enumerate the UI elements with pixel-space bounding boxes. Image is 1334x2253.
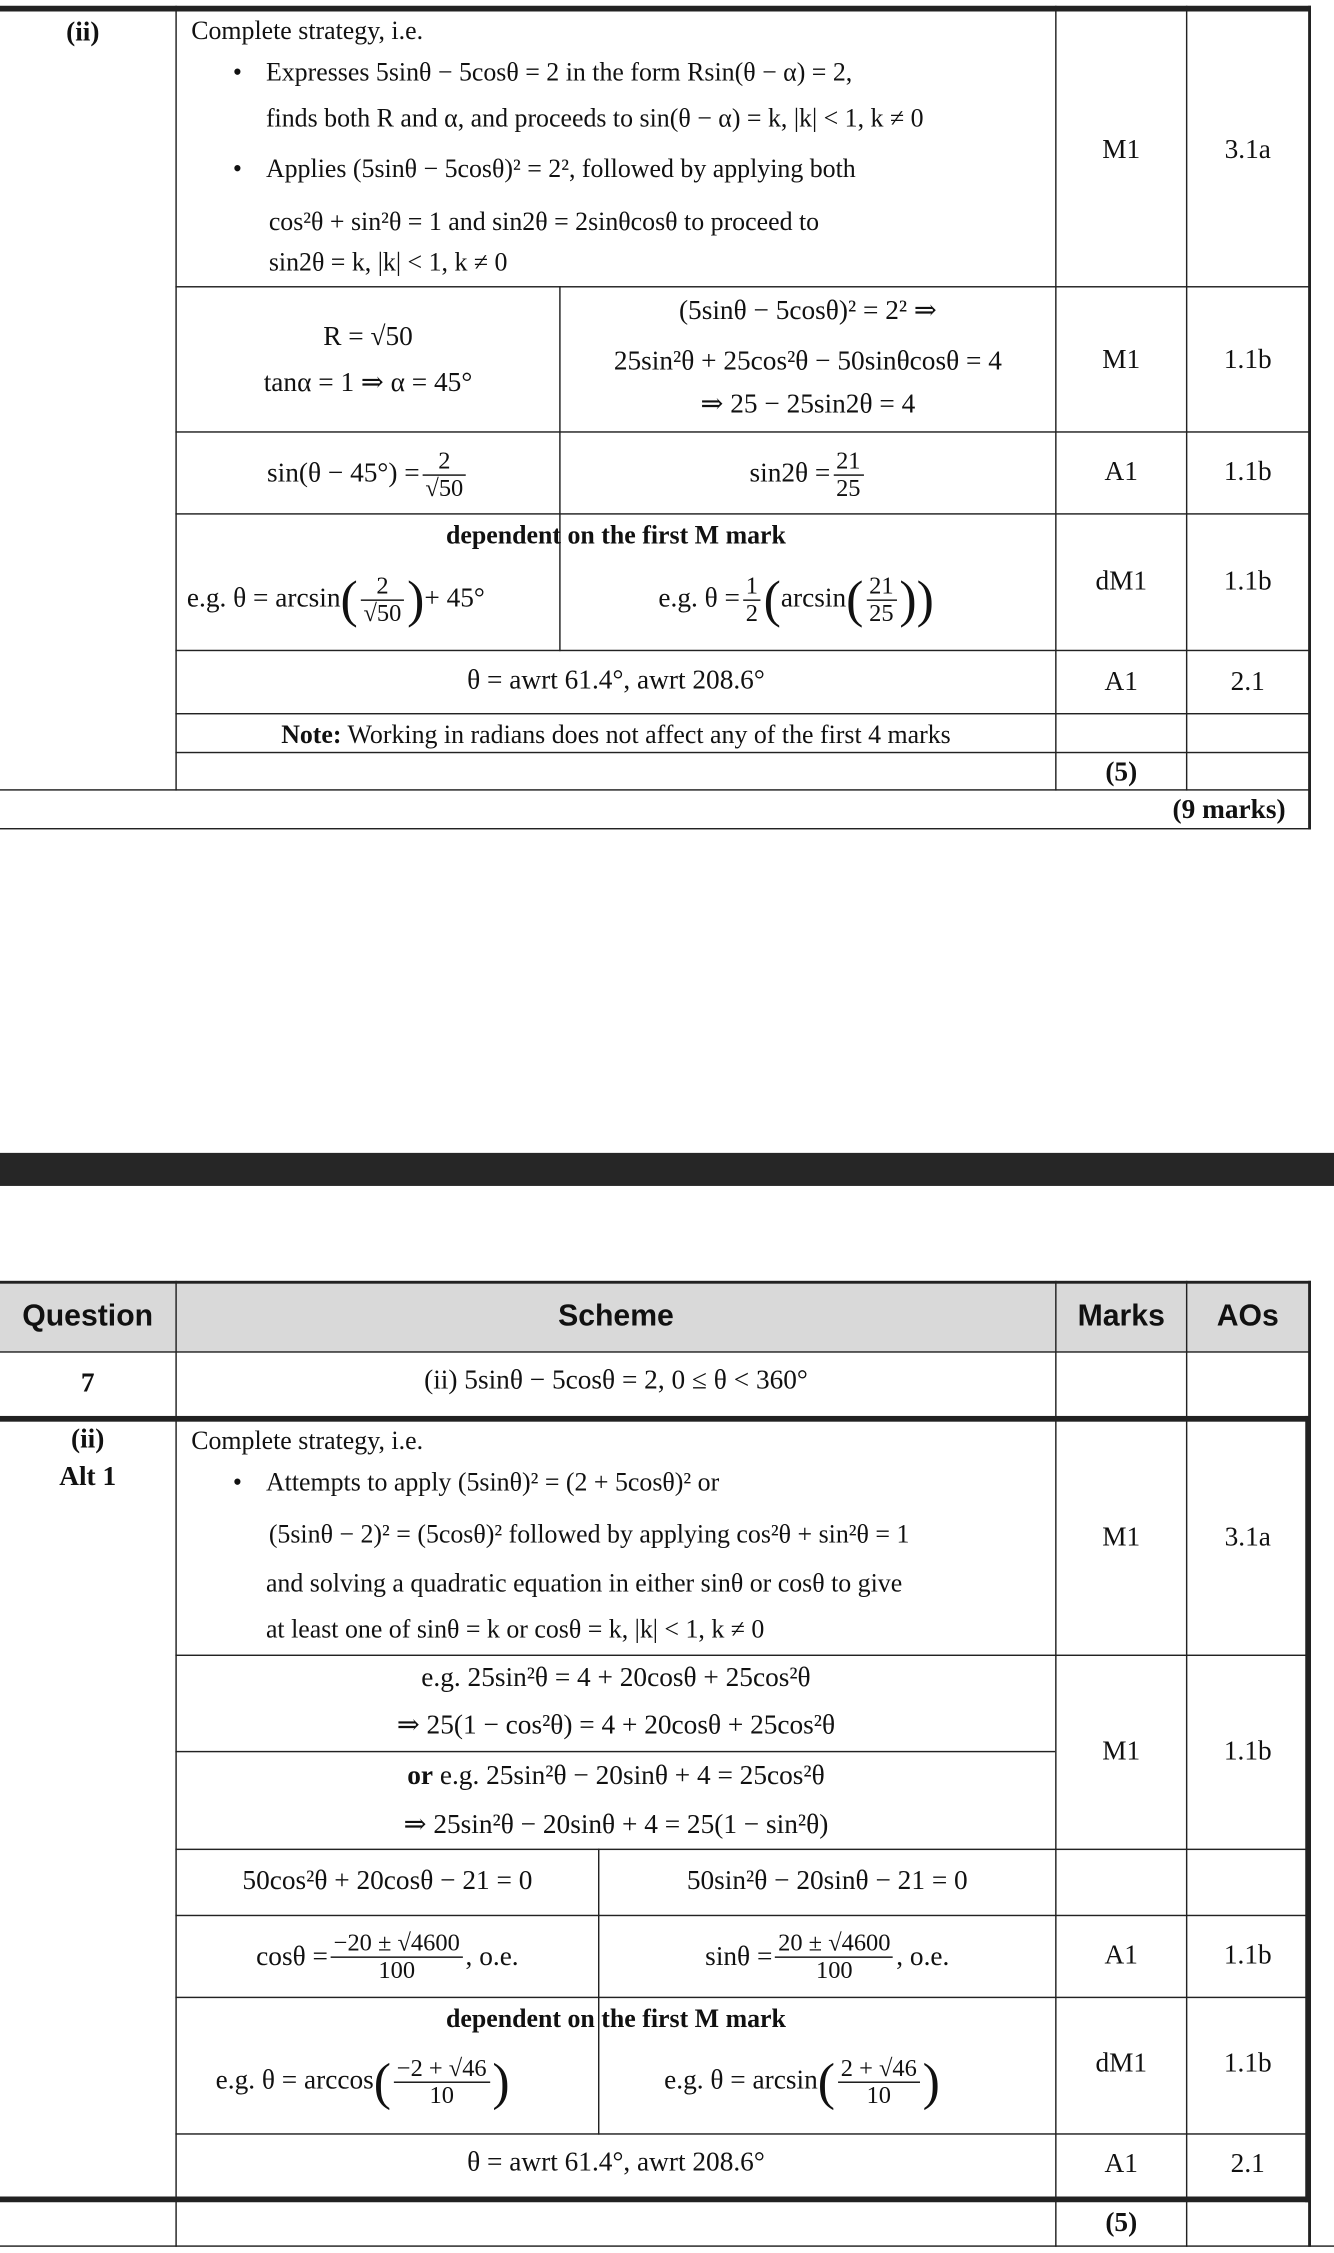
- working-step: e.g. 25sin²θ = 4 + 20cosθ + 25cos²θ: [421, 1663, 811, 1694]
- col-divider: [1308, 6, 1310, 830]
- working-step: ⇒ 25 − 25sin2θ = 4: [700, 389, 916, 420]
- fraction: [423, 448, 467, 501]
- note-text: Working in radians does not affect any of the first 4 marks: [347, 720, 951, 749]
- expression-prefix: e.g. θ =: [658, 583, 740, 614]
- denominator: 10: [429, 2080, 454, 2109]
- right-paren: )): [899, 570, 934, 629]
- ao-code: 1.1b: [1223, 1940, 1272, 1971]
- denominator: 2: [745, 598, 758, 627]
- fraction: [394, 2055, 490, 2108]
- row-divider: [175, 713, 1311, 715]
- table2-bottom-border: [0, 2245, 1334, 2247]
- working-step: [658, 555, 1055, 644]
- mark-code: dM1: [1095, 2048, 1148, 2079]
- right-paren: ): [492, 2052, 510, 2111]
- numerator: 21: [833, 448, 863, 475]
- numerator: 2: [423, 448, 467, 475]
- fraction: [833, 448, 863, 501]
- strategy-title: Complete strategy, i.e.: [191, 1426, 424, 1455]
- quadratic-equation: 50sin²θ − 20sinθ − 21 = 0: [686, 1865, 968, 1897]
- ao-code: 3.1a: [1224, 1522, 1271, 1553]
- expression-suffix: + 45°: [424, 583, 485, 614]
- expression-prefix: e.g. θ = arccos: [215, 2065, 374, 2096]
- working-step: ⇒ 25(1 − cos²θ) = 4 + 20cosθ + 25cos²θ: [396, 1710, 836, 1741]
- part-total-marks: (5): [1105, 2208, 1138, 2239]
- row-divider: [175, 513, 1311, 515]
- fraction: [866, 573, 896, 626]
- denominator: 25: [836, 473, 861, 501]
- right-paren: ): [407, 570, 425, 629]
- fraction: [775, 1931, 893, 1984]
- ao-code: 1.1b: [1223, 1736, 1272, 1767]
- part-label: (ii): [70, 1424, 105, 1455]
- row-divider: [175, 1849, 1311, 1851]
- left-paren: (: [373, 2052, 392, 2111]
- denominator: 25: [869, 598, 894, 627]
- strategy-bullet-line: Applies (5sinθ − 5cosθ)² = 2², followed by applying both: [265, 153, 856, 183]
- expression-prefix: e.g. θ = arcsin: [664, 2065, 818, 2096]
- strategy-bullet-line: Attempts to apply (5sinθ)² = (2 + 5cosθ)² or: [265, 1467, 720, 1497]
- working-step: [177, 437, 559, 512]
- working-step: [561, 437, 1056, 512]
- working-step: (5sinθ − 5cosθ)² = 2² ⇒: [678, 296, 937, 327]
- working-text: e.g. 25sin²θ − 20sinθ + 4 = 25cos²θ: [439, 1760, 825, 1792]
- numerator: 20 ± √4600: [775, 1931, 893, 1958]
- final-answer: θ = awrt 61.4°, awrt 208.6°: [467, 2147, 765, 2178]
- bullet-icon: •: [232, 57, 242, 87]
- alt-label: Alt 1: [59, 1461, 117, 1493]
- fraction: [361, 573, 405, 626]
- part-total-marks: (5): [1105, 757, 1138, 788]
- ao-code: 2.1: [1230, 2149, 1265, 2180]
- mark-code: M1: [1102, 135, 1141, 166]
- column-header-aos: AOs: [1216, 1299, 1279, 1333]
- numerator: 2: [361, 573, 405, 600]
- row-divider: [0, 1351, 1311, 1353]
- expression-prefix: sin(θ − 45°) =: [266, 458, 420, 489]
- expression-suffix: , o.e.: [896, 1941, 950, 1972]
- ao-code: 1.1b: [1223, 457, 1272, 488]
- left-paren: (: [340, 570, 358, 629]
- mark-code: M1: [1102, 1736, 1141, 1767]
- table2-top-border: [0, 1281, 1311, 1283]
- denominator: √50: [425, 473, 464, 501]
- row-divider: [175, 752, 1311, 754]
- row-divider: [175, 1997, 1311, 1999]
- bullet-icon: •: [232, 153, 242, 183]
- column-header-question: Question: [22, 1299, 154, 1333]
- left-paren: (: [817, 2052, 836, 2111]
- working-step: [216, 2036, 598, 2128]
- denominator: 100: [378, 1956, 416, 1984]
- question-text: (ii) 5sinθ − 5cosθ = 2, 0 ≤ θ < 360°: [424, 1365, 808, 1396]
- strategy-bullet-line: sin2θ = k, |k| < 1, k ≠ 0: [268, 247, 508, 276]
- row-divider: [175, 2133, 1311, 2135]
- expression-prefix: sinθ =: [705, 1941, 773, 1972]
- row-divider: [0, 789, 1311, 791]
- strategy-bullet-line: (5sinθ − 2)² = (5cosθ)² followed by applying cos²θ + sin²θ = 1: [268, 1519, 910, 1549]
- working-step: [177, 1919, 598, 1995]
- working-step: tanα = 1 ⇒ α = 45°: [263, 368, 473, 399]
- numerator: −2 + √46: [394, 2055, 490, 2082]
- page-separator: [0, 1153, 1334, 1186]
- fraction: [743, 573, 761, 626]
- ao-code: 1.1b: [1223, 345, 1272, 376]
- strategy-bullet-line: Expresses 5sinθ − 5cosθ = 2 in the form Rsin(θ − α) = 2,: [265, 57, 853, 87]
- mark-code: A1: [1104, 2149, 1138, 2180]
- numerator: −20 ± √4600: [331, 1931, 463, 1958]
- strategy-bullet-line: cos²θ + sin²θ = 1 and sin2θ = 2sinθcosθ to proceed to: [268, 207, 820, 236]
- dependency-note: dependent on the first M mark: [445, 2003, 786, 2033]
- row-divider: [175, 431, 1311, 433]
- expression-suffix: , o.e.: [465, 1941, 519, 1972]
- mark-code: A1: [1104, 457, 1138, 488]
- note: [177, 719, 1055, 751]
- working-step: R = √50: [323, 322, 413, 353]
- strategy-bullet-line: at least one of sinθ = k or cosθ = k, |k| < 1, k ≠ 0: [265, 1614, 765, 1644]
- expression-prefix: sin2θ =: [749, 458, 831, 489]
- working-step: [187, 555, 559, 644]
- ao-code: 2.1: [1230, 667, 1265, 698]
- table1-bottom-border: [0, 828, 1311, 830]
- row-divider: [175, 650, 1311, 652]
- fraction: [838, 2055, 920, 2108]
- row-divider: [175, 1915, 1311, 1917]
- row-divider: [175, 1655, 1311, 1657]
- denominator: 10: [866, 2080, 892, 2109]
- working-step: [664, 2036, 1055, 2128]
- function-name: arcsin: [780, 583, 847, 614]
- fraction: [331, 1931, 463, 1984]
- dependency-note: dependent on the first M mark: [445, 520, 786, 550]
- or-keyword: or: [407, 1760, 434, 1792]
- left-paren: (: [846, 570, 864, 629]
- thick-row-divider: [0, 2197, 1311, 2203]
- final-answer: θ = awrt 61.4°, awrt 208.6°: [467, 665, 765, 696]
- part-label: (ii): [66, 17, 100, 48]
- column-header-scheme: Scheme: [558, 1299, 674, 1333]
- ao-code: 1.1b: [1223, 566, 1272, 597]
- thick-row-divider: [0, 1416, 1311, 1422]
- col-divider: [1308, 1281, 1310, 1419]
- numerator: 21: [866, 573, 896, 600]
- working-step: ⇒ 25sin²θ − 20sinθ + 4 = 25(1 − sin²θ): [403, 1809, 829, 1840]
- mark-code: dM1: [1095, 566, 1148, 597]
- mark-code: M1: [1102, 345, 1141, 376]
- working-step: [177, 1761, 1055, 1793]
- bullet-icon: •: [232, 1467, 242, 1497]
- column-header-marks: Marks: [1077, 1299, 1165, 1333]
- table1-top-border: [0, 6, 1311, 12]
- mark-code: A1: [1104, 1940, 1138, 1971]
- left-paren: (: [763, 570, 781, 629]
- denominator: √50: [363, 598, 402, 627]
- working-step: [599, 1919, 1055, 1995]
- numerator: 2 + √46: [838, 2055, 920, 2082]
- expression-prefix: e.g. θ = arcsin: [186, 583, 341, 614]
- denominator: 100: [815, 1956, 853, 1984]
- right-paren: ): [922, 2052, 940, 2111]
- ao-code: 1.1b: [1223, 2048, 1272, 2079]
- numerator: 1: [743, 573, 761, 600]
- note-label: Note:: [281, 720, 342, 749]
- strategy-bullet-line: and solving a quadratic equation in either sinθ or cosθ to give: [265, 1568, 903, 1598]
- expression-prefix: cosθ =: [256, 1941, 328, 1972]
- quadratic-equation: 50cos²θ + 20cosθ − 21 = 0: [242, 1865, 533, 1897]
- row-divider: [175, 1751, 1055, 1753]
- mark-code: M1: [1102, 1522, 1141, 1553]
- mark-code: A1: [1104, 667, 1138, 698]
- col-divider: [1308, 2199, 1310, 2246]
- strategy-title: Complete strategy, i.e.: [191, 15, 424, 45]
- strategy-bullet-line: finds both R and α, and proceeds to sin(θ − α) = k, |k| < 1, k ≠ 0: [265, 103, 924, 133]
- ao-code: 3.1a: [1224, 135, 1271, 166]
- question-number: 7: [80, 1368, 95, 1399]
- working-step: 25sin²θ + 25cos²θ − 50sinθcosθ = 4: [613, 346, 1002, 377]
- row-divider: [175, 286, 1311, 288]
- question-total-marks: (9 marks): [1172, 794, 1286, 826]
